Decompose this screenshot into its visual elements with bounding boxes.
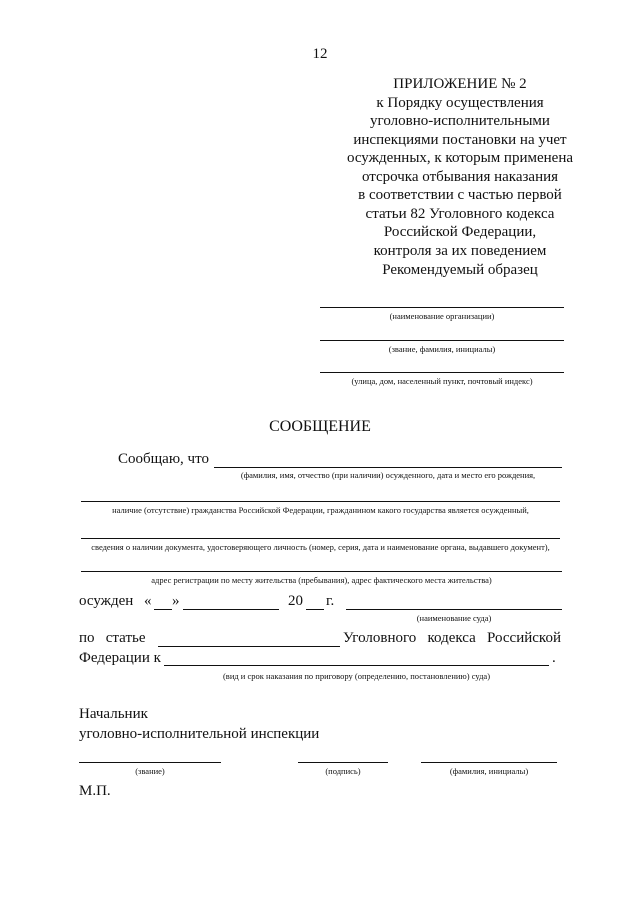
appendix-line: инспекциями постановки на учет xyxy=(353,131,567,148)
caption-citizenship: наличие (отсутствие) гражданства Российской Федерации, гражданином какого государства является осужденный, xyxy=(112,505,529,515)
citizenship-line[interactable] xyxy=(81,501,560,502)
appendix-line: статьи 82 Уголовного кодекса xyxy=(365,205,555,222)
quote-open: « xyxy=(144,593,152,609)
signature-caption: (подпись) xyxy=(325,766,361,776)
code-text: Уголовного кодекса Российской xyxy=(343,630,561,646)
sentence-period: . xyxy=(552,650,556,666)
appendix-line: Российской Федерации, xyxy=(383,224,537,240)
sentence-caption: (вид и срок наказания по приговору (определению, постановлению) суда) xyxy=(222,671,491,681)
year-prefix: 20 xyxy=(288,593,303,609)
convict-name-line[interactable] xyxy=(214,467,562,468)
appendix-title: ПРИЛОЖЕНИЕ № 2 xyxy=(393,76,527,92)
article-field-line[interactable] xyxy=(158,646,340,647)
day-field-line[interactable] xyxy=(154,609,172,610)
caption-id-document: сведения о наличии документа, удостоверяющего личность (номер, серия, дата и наименование органа, выдавшего документ), xyxy=(91,542,550,552)
court-field-line[interactable] xyxy=(346,609,562,610)
appendix-line: контроля за их поведением xyxy=(373,242,547,259)
name-field-line[interactable] xyxy=(421,762,557,763)
person-caption: (звание, фамилия, инициалы) xyxy=(388,344,496,354)
name-caption: (фамилия, инициалы) xyxy=(449,766,529,776)
inspection-label: уголовно-исполнительной инспекции xyxy=(79,726,320,742)
rank-field-line[interactable] xyxy=(79,762,221,763)
appendix-line: к Порядку осуществления xyxy=(376,94,544,111)
convicted-label: осужден xyxy=(79,593,134,609)
appendix-line: в соответствии с частью первой xyxy=(358,187,562,203)
appendix-line: отсрочка отбывания наказания xyxy=(361,168,559,185)
recommended-sample: Рекомендуемый образец xyxy=(382,262,538,278)
appendix-line: уголовно-исполнительными xyxy=(370,113,550,129)
appendix-block xyxy=(330,75,590,260)
person-field-line[interactable] xyxy=(320,340,564,341)
caption-address: адрес регистрации по месту жительства (пребывания), адрес фактического места жительства) xyxy=(151,575,492,585)
intro-text: Сообщаю, что xyxy=(118,451,209,467)
article-label: по статье xyxy=(79,630,146,646)
address-caption: (улица, дом, населенный пункт, почтовый индекс) xyxy=(351,376,533,386)
year-field-line[interactable] xyxy=(306,609,324,610)
address-field-line[interactable] xyxy=(320,372,564,373)
id-document-line[interactable] xyxy=(81,538,560,539)
month-field-line[interactable] xyxy=(183,609,279,610)
org-field-line[interactable] xyxy=(320,307,564,308)
stamp-label: М.П. xyxy=(79,783,111,799)
document-heading: СООБЩЕНИЕ xyxy=(269,418,371,435)
rank-caption: (звание) xyxy=(135,766,165,776)
court-caption: (наименование суда) xyxy=(416,613,492,623)
quote-close: » xyxy=(172,593,180,609)
address-line[interactable] xyxy=(81,571,562,572)
page-number: 12 xyxy=(312,46,328,62)
federation-label: Федерации к xyxy=(79,650,161,666)
org-caption: (наименование организации) xyxy=(389,311,495,321)
appendix-line: осужденных, к которым применена xyxy=(346,150,574,166)
caption-name: (фамилия, имя, отчество (при наличии) осужденного, дата и место его рождения, xyxy=(240,470,536,480)
signature-field-line[interactable] xyxy=(298,762,388,763)
sentence-field-line[interactable] xyxy=(164,665,549,666)
chief-label: Начальник xyxy=(79,706,148,722)
year-suffix: г. xyxy=(326,593,335,609)
